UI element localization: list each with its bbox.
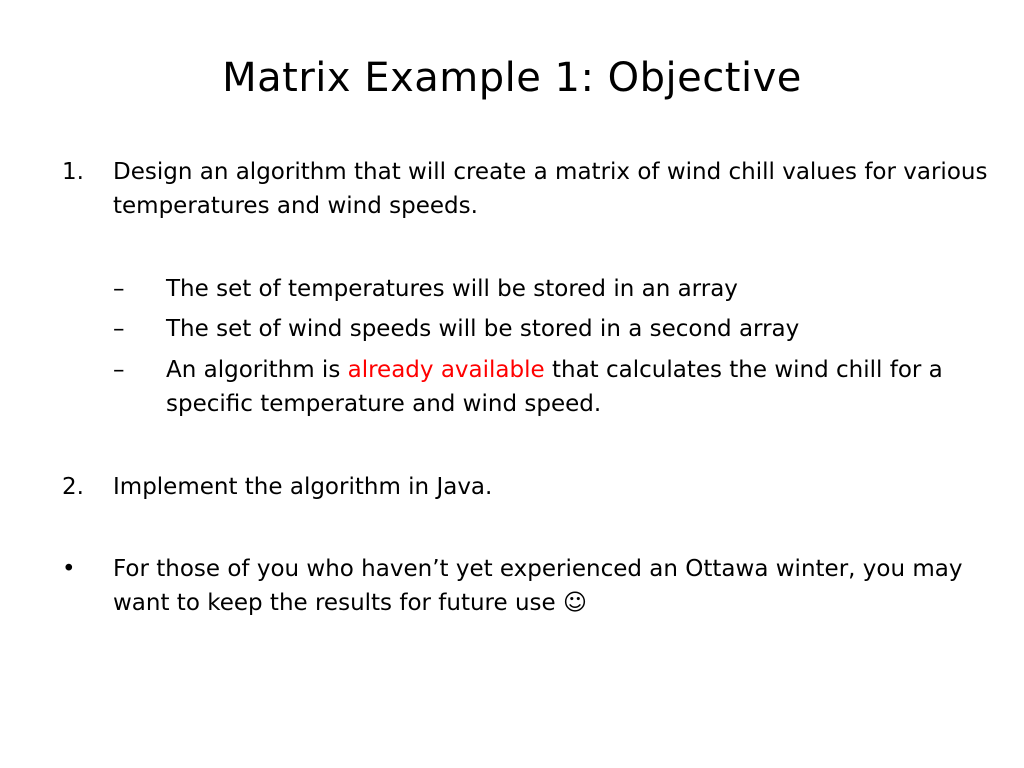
item-text [166,353,1003,421]
sub-item-algorithm-available [113,353,1003,421]
item-text: The set of temperatures will be stored in an array [166,276,738,302]
round-bullet: • [62,556,76,582]
item-text: For those of you who haven’t yet experienced an Ottawa winter, you may want to keep the results for future use ☺ [113,556,963,616]
numbered-item-2 [62,470,1002,504]
numbered-item-1 [62,155,1002,223]
dash-bullet: – [113,316,125,342]
highlighted-text: already available [347,357,545,383]
dash-bullet: – [113,276,125,302]
item-text: Implement the algorithm in Java. [113,474,493,500]
item-text: The set of wind speeds will be stored in a second array [166,316,800,342]
slide-title: Matrix Example 1: Objective [222,55,802,101]
item-text: Design an algorithm that will create a matrix of wind chill values for various temperatures and wind speeds. [113,159,988,219]
sub-item-wind-speeds [113,312,1003,346]
item-text-start: An algorithm is [166,357,348,383]
bullet-item-ottawa-winter [62,552,1002,620]
item-text-end: that calculates the wind chill for a specific temperature and wind speed. [166,357,943,417]
list-number: 2. [62,474,84,500]
list-number: 1. [62,159,84,185]
sub-item-temperatures [113,272,1003,306]
dash-bullet: – [113,357,125,383]
